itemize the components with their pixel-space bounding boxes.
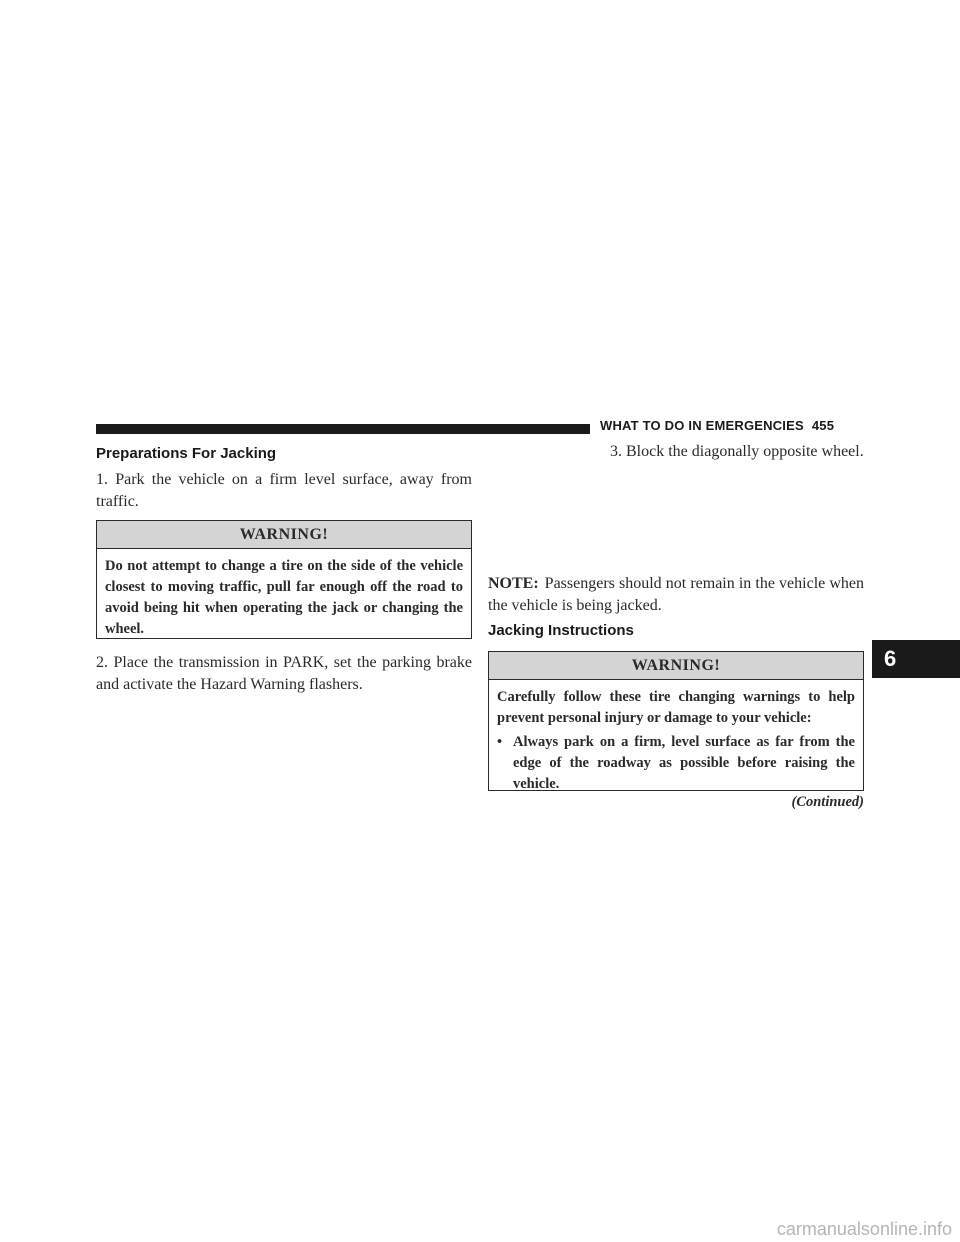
chapter-tab: 6 xyxy=(872,640,960,678)
warning-title-2: WARNING! xyxy=(489,652,863,680)
step-1: 1. Park the vehicle on a firm level surface, away from traffic. xyxy=(96,471,472,510)
continued-label: (Continued) xyxy=(791,794,864,810)
step-2: 2. Place the transmission in PARK, set the parking brake and activate the Hazard Warning flashers. xyxy=(96,654,472,693)
header-rule xyxy=(96,424,590,434)
running-header xyxy=(600,418,834,433)
warning-bullet-item xyxy=(497,732,855,795)
section-title: WHAT TO DO IN EMERGENCIES xyxy=(600,418,804,433)
note-label: NOTE: xyxy=(488,575,539,592)
watermark: carmanualsonline.info xyxy=(776,1219,952,1239)
bullet-text: Always park on a firm, level surface as far from the edge of the roadway as possible before raising the vehicle. xyxy=(513,734,855,792)
bullet-symbol: • xyxy=(497,734,503,750)
warning-body-1: Do not attempt to change a tire on the side of the vehicle closest to moving traffic, pull far enough off the road to avoid being hit when operating the jack or changing the wheel. xyxy=(105,558,463,637)
note-text: Passengers should not remain in the vehicle when the vehicle is being jacked. xyxy=(488,575,864,614)
warning-box-2 xyxy=(488,651,864,791)
warning-box-1 xyxy=(96,520,472,639)
warning-body-2 xyxy=(489,680,863,801)
step-3: 3. Block the diagonally opposite wheel. xyxy=(610,443,864,460)
warning-title-1: WARNING! xyxy=(97,521,471,549)
warning-intro-2: Carefully follow these tire changing warnings to help prevent personal injury or damage to your vehicle: xyxy=(497,689,855,726)
page-number: 455 xyxy=(811,418,835,433)
note-paragraph xyxy=(488,573,864,617)
heading-jacking-instructions: Jacking Instructions xyxy=(488,622,634,639)
heading-preparations: Preparations For Jacking xyxy=(96,445,277,462)
